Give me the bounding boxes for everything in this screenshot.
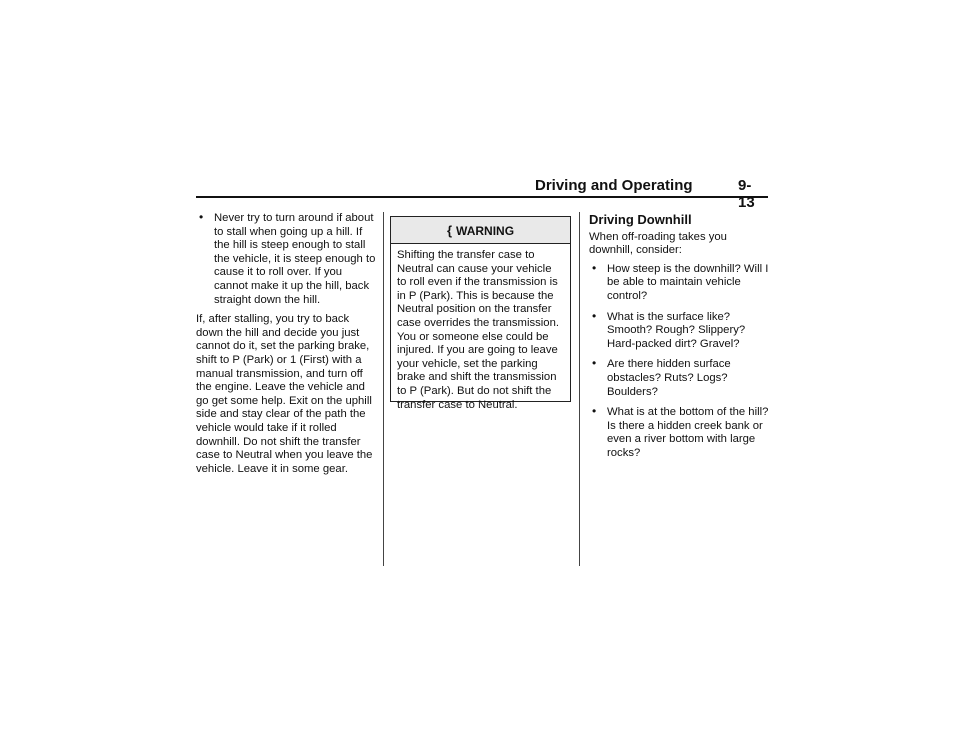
list-item-text: How steep is the downhill? Will I be able to maintain vehicle control? [607, 262, 769, 302]
column-divider [579, 212, 580, 566]
list-item [589, 406, 769, 460]
bullet-icon: • [592, 260, 597, 275]
bullet-icon: • [592, 356, 597, 371]
list-item-text: What is at the bottom of the hill? Is there a hidden creek bank or even a river bottom with large rocks? [607, 406, 769, 459]
page-header [196, 176, 768, 211]
column-divider [383, 212, 384, 566]
list-item-text: Are there hidden surface obstacles? Ruts? Logs? Boulders? [607, 358, 731, 398]
warning-title-bar [391, 217, 570, 244]
section-heading: Driving Downhill [589, 212, 692, 227]
warning-text: Shifting the transfer case to Neutral can cause your vehicle to roll even if the transmission is in P (Park). This is because the Neutral position on the transfer case overrides the transmission. You or someone else could be injured. If you are going to leave your vehicle, set the parking brake and shift the transmission to P (Park). But do not shift the transfer case to Neutral. [397, 249, 559, 411]
bullet-icon: • [592, 308, 597, 323]
list-item-text: Never try to turn around if about to stall when going up a hill. If the hill is steep enough to stall the vehicle, it is steep enough to cause it to roll over. If you cannot make it up the hill, back straight down the hill. [214, 212, 376, 306]
warning-title: WARNING [456, 224, 515, 238]
warning-box [390, 216, 571, 411]
list-item-text: What is the surface like? Smooth? Rough? Slippery? Hard-packed dirt? Gravel? [607, 310, 746, 350]
section-title: Driving and Operating [535, 177, 693, 194]
body-paragraph: If, after stalling, you try to back down the hill and decide you just cannot do it, set the parking brake, shift to P (Park) or 1 (First) with a manual transmission, and turn off the engine. Leave the vehicle and go get some help. Exit on the uphill side and stay clear of the path the vehicle would take if it rolled downhill. Do not shift the transfer case to Neutral when you leave the vehicle. Leave it in some gear. [196, 313, 373, 475]
list-item [196, 212, 378, 307]
right-column [589, 213, 769, 461]
list-item [589, 358, 769, 399]
page-number: 9-13 [738, 177, 755, 211]
list-item [589, 308, 769, 352]
left-column [196, 212, 378, 476]
intro-paragraph: When off-roading takes you downhill, consider: [589, 230, 727, 257]
list-item [589, 260, 769, 304]
warning-icon: { [446, 223, 453, 238]
bullet-icon: • [592, 404, 597, 419]
bullet-icon: • [199, 210, 204, 224]
